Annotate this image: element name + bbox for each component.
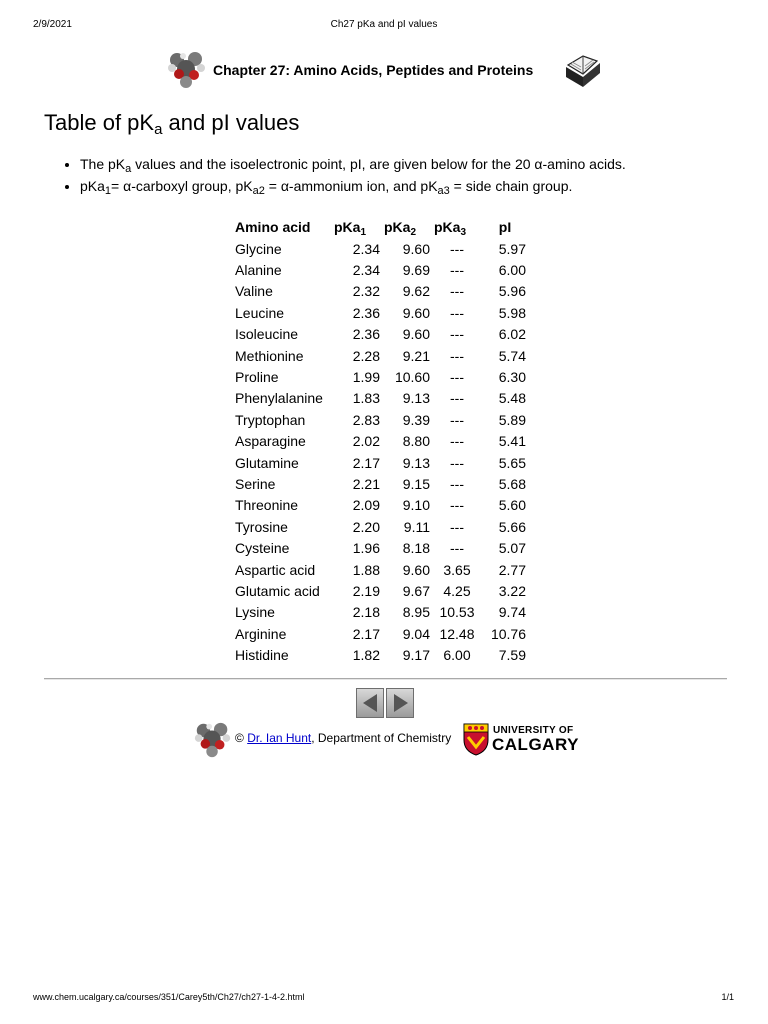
cell-pka3: --- [450,326,464,343]
cell-pi: 5.97 [498,240,526,257]
cell-amino-acid: Histidine [235,647,289,664]
cell-pka3: --- [450,369,464,386]
cell-pka1: 2.28 [352,347,380,364]
cell-pi: 5.98 [498,304,526,321]
table-row [233,452,528,473]
cell-pka2: 9.10 [402,497,430,514]
cell-pka1: 2.21 [352,475,380,492]
cell-pka3: --- [450,347,464,364]
cell-pka1: 2.17 [352,454,380,471]
cell-pi: 5.60 [498,497,526,514]
bullet-pka-intro: • The $pK_a$ values and the isoelectronic point, pI, are given below for the 20 α-amino acids. [80,156,626,173]
table-row [233,302,528,323]
table-row [233,409,528,430]
cell-pi: 5.07 [498,540,526,557]
cell-pka3: --- [450,454,464,471]
page-navigation [356,688,416,719]
cell-pi: 5.66 [498,518,526,535]
cell-pka2: 9.21 [402,347,430,364]
cell-pka1: 2.36 [352,326,380,343]
cell-amino-acid: Isoleucine [235,326,299,343]
cell-pka3: --- [450,497,464,514]
cell-pka2: 9.62 [402,283,430,300]
table-row [233,281,528,302]
cell-amino-acid: Leucine [235,304,285,321]
table-row [233,580,528,601]
copyright-symbol: © [235,731,244,745]
pka-table [233,216,528,666]
table-row [233,495,528,516]
column-header-amino-acid: Amino acid [235,219,311,235]
cell-amino-acid: Glutamic acid [235,582,320,599]
cell-amino-acid: Aspartic acid [235,561,316,578]
cell-amino-acid: Serine [235,475,276,492]
table-row [233,324,528,345]
cell-pka3: --- [450,433,464,450]
print-date: 2/9/2021 [33,19,72,30]
chapter-title: Chapter 27: Amino Acids, Peptides and Proteins [213,62,534,78]
cell-pi: 5.41 [498,433,526,450]
cell-amino-acid: Glutamine [235,454,299,471]
author-link[interactable]: Dr. Ian Hunt [247,731,312,745]
cell-pka1: 2.09 [352,497,380,514]
cell-pka2: 9.39 [402,411,430,428]
molecule-icon [192,720,234,760]
cell-amino-acid: Arginine [235,625,287,642]
table-row [233,366,528,387]
cell-pka2: 10.60 [394,369,430,386]
cell-pka1: 2.83 [352,411,380,428]
previous-page-button[interactable] [356,688,384,718]
table-header-row [233,216,528,238]
university-name-line2: CALGARY [492,735,579,754]
cell-pi: 5.74 [498,347,526,364]
cell-pka3: 3.65 [443,561,471,578]
cell-pi: 2.77 [498,561,526,578]
cell-pka1: 1.82 [352,647,380,664]
cell-pka1: 1.88 [352,561,380,578]
column-header-pka1: pKa$_1$ [334,219,367,238]
cell-pi: 5.89 [498,411,526,428]
molecule-icon [165,50,209,90]
cell-pka3: --- [450,262,464,279]
cell-pi: 6.30 [498,369,526,386]
page-number: 1/1 [721,992,734,1002]
cell-pi: 3.22 [498,582,526,599]
table-row [233,623,528,644]
cell-pka3: --- [450,283,464,300]
cell-amino-acid: Alanine [235,262,282,279]
cell-pka1: 2.34 [352,240,380,257]
cell-pka2: 8.80 [402,433,430,450]
column-header-pi: pI [498,219,512,235]
cell-pka3: 12.48 [439,625,475,642]
cell-amino-acid: Phenylalanine [235,390,323,407]
page-url: www.chem.ucalgary.ca/courses/351/Carey5th/Ch27/ch27-1-4-2.html [33,992,305,1002]
cell-pi: 6.00 [498,262,526,279]
cell-pka3: --- [450,390,464,407]
cell-pi: 5.96 [498,283,526,300]
cell-pka2: 8.18 [402,540,430,557]
university-name-line1: UNIVERSITY OF [493,725,574,736]
table-row [233,388,528,409]
print-page-title: Ch27 pKa and pI values [330,19,438,30]
cell-amino-acid: Valine [235,283,273,300]
next-page-button[interactable] [386,688,414,718]
chapter-header [0,50,768,90]
cell-amino-acid: Tryptophan [235,411,306,428]
cell-pka1: 2.32 [352,283,380,300]
footer-credit [0,720,768,762]
cell-pka2: 9.13 [402,390,430,407]
next-arrow-icon [394,694,408,712]
open-book-icon [563,53,603,89]
print-header [0,19,768,33]
cell-pka3: --- [450,540,464,557]
cell-amino-acid: Cysteine [235,540,290,557]
cell-pi: 5.48 [498,390,526,407]
cell-pka1: 1.96 [352,540,380,557]
cell-pi: 10.76 [490,625,526,642]
university-shield-icon [463,723,489,756]
bullet-pka-definitions: • pKa$_1$= α-carboxyl group, $pK_{a2}$ = α-ammonium ion, and $pK_{a3}$ = side chain group. [80,178,626,195]
cell-pka3: --- [450,475,464,492]
table-row [233,644,528,665]
page-title: Table of $pK_a$ and pI values [44,110,300,138]
cell-pka1: 2.19 [352,582,380,599]
cell-pka1: 2.17 [352,625,380,642]
column-header-pka3: pKa$_3$ [434,219,467,238]
intro-bullets [62,156,626,200]
cell-pka2: 9.69 [402,262,430,279]
previous-arrow-icon [363,694,377,712]
cell-pi: 9.74 [498,604,526,621]
cell-pka2: 8.95 [402,604,430,621]
cell-pi: 5.65 [498,454,526,471]
cell-pka1: 2.18 [352,604,380,621]
cell-pka2: 9.17 [402,647,430,664]
cell-amino-acid: Asparagine [235,433,306,450]
print-footer [0,992,768,1006]
table-row [233,238,528,259]
cell-amino-acid: Methionine [235,347,304,364]
cell-pka3: 6.00 [443,647,471,664]
cell-pka3: --- [450,240,464,257]
cell-pka2: 9.60 [402,240,430,257]
cell-pka2: 9.04 [402,625,430,642]
table-row [233,259,528,280]
table-row [233,537,528,558]
table-row [233,602,528,623]
cell-amino-acid: Glycine [235,240,282,257]
cell-pi: 6.02 [498,326,526,343]
cell-pka3: --- [450,304,464,321]
cell-pka1: 2.34 [352,262,380,279]
table-row [233,559,528,580]
cell-amino-acid: Threonine [235,497,299,514]
cell-pka2: 9.15 [402,475,430,492]
cell-pka3: --- [450,411,464,428]
cell-pka1: 2.36 [352,304,380,321]
cell-pka2: 9.67 [402,582,430,599]
cell-pka2: 9.13 [402,454,430,471]
cell-pka2: 9.11 [403,518,430,535]
table-row [233,516,528,537]
cell-pka2: 9.60 [402,326,430,343]
credit-text [235,731,451,745]
table-row [233,473,528,494]
cell-amino-acid: Lysine [235,604,275,621]
cell-amino-acid: Tyrosine [235,518,288,535]
cell-pi: 7.59 [498,647,526,664]
cell-pka2: 9.60 [402,561,430,578]
cell-pka1: 1.99 [352,369,380,386]
cell-pka1: 2.20 [352,518,380,535]
cell-pka3: --- [450,518,464,535]
cell-pka1: 1.83 [352,390,380,407]
cell-pka3: 10.53 [439,604,475,621]
table-row [233,345,528,366]
column-header-pka2: pKa$_2$ [384,219,417,238]
cell-pi: 5.68 [498,475,526,492]
cell-pka3: 4.25 [443,582,471,599]
cell-amino-acid: Proline [235,369,279,386]
table-row [233,431,528,452]
divider [44,678,727,680]
cell-pka1: 2.02 [352,433,380,450]
cell-pka2: 9.60 [402,304,430,321]
department-text: , Department of Chemistry [311,731,452,745]
